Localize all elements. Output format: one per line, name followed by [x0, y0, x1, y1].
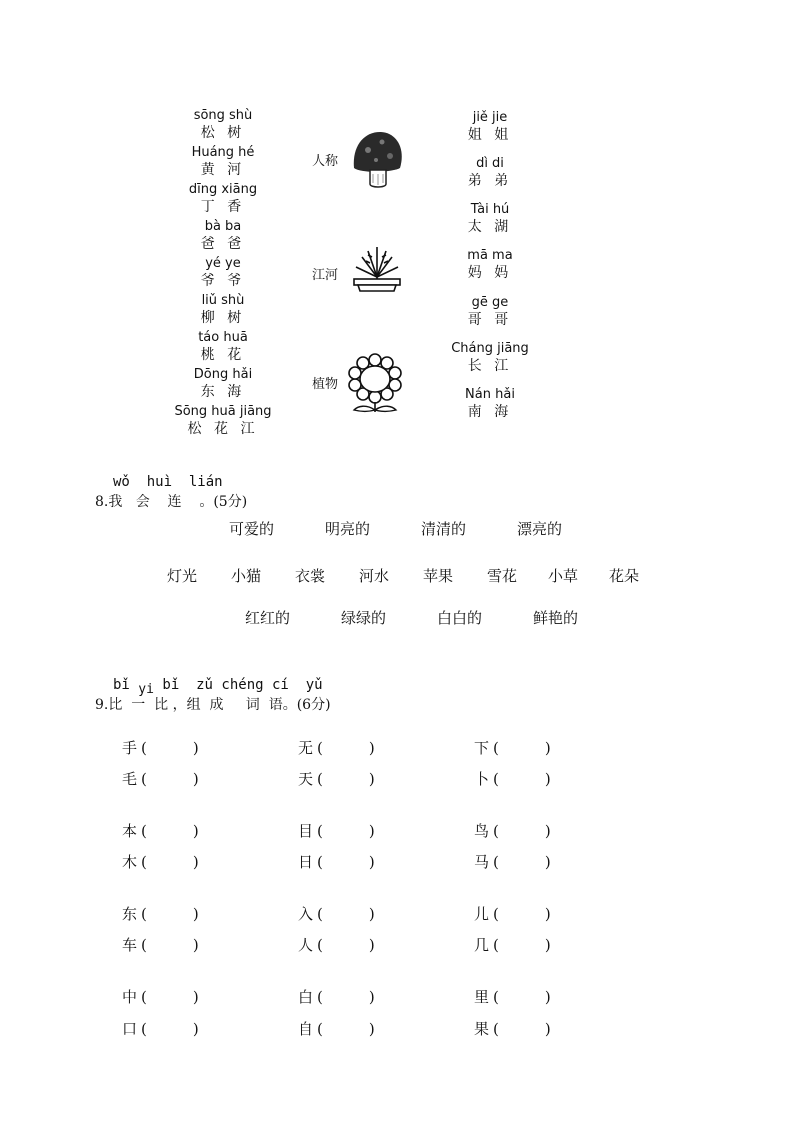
paren-close: ) [544, 988, 551, 1006]
potted-plant-icon [350, 243, 404, 293]
paren-close: ) [192, 1020, 199, 1038]
paren-open: ( [317, 1020, 323, 1038]
category-label-rivers: 江河 [312, 268, 339, 283]
title-char: 比 [154, 697, 169, 713]
word-pinyin: táo huā [198, 330, 248, 345]
paren-open: ( [317, 739, 323, 757]
q8-title [95, 491, 247, 511]
paren-open: ( [493, 853, 499, 871]
word-pinyin: bà ba [204, 219, 242, 234]
word-pinyin: sōng shù [193, 108, 253, 123]
flower-icon [346, 352, 404, 414]
word-hanzi: 爸 爸 [200, 236, 246, 252]
q8-noun[interactable]: 苹果 [423, 567, 454, 585]
word-hanzi: 南 海 [467, 404, 513, 420]
q8-noun[interactable]: 灯光 [167, 567, 198, 585]
paren-close: ) [192, 853, 199, 871]
q8-adjective[interactable]: 可爱的 [229, 520, 275, 538]
title-char: 会 [135, 494, 150, 510]
paren-close: ) [544, 853, 551, 871]
title-char: 语 [268, 697, 283, 713]
match-word-right[interactable] [435, 110, 545, 144]
paren-close: ) [544, 1020, 551, 1038]
paren-close: ) [544, 936, 551, 954]
match-word-left[interactable] [168, 293, 278, 327]
paren-close: ) [192, 739, 199, 757]
cell-char: 儿 [474, 905, 490, 923]
paren-open: ( [141, 739, 147, 757]
paren-close: ) [544, 822, 551, 840]
word-blank-cell[interactable] [474, 934, 551, 955]
q8-adjective[interactable]: 白白的 [437, 609, 483, 627]
match-word-right[interactable] [435, 295, 545, 329]
paren-close: ) [192, 936, 199, 954]
pinyin: bǐ [162, 677, 180, 693]
paren-open: ( [493, 936, 499, 954]
cell-char: 天 [298, 770, 314, 788]
cell-char: 中 [122, 988, 138, 1006]
q9-title [95, 694, 331, 714]
word-hanzi: 桃 花 [200, 347, 246, 363]
paren-close: ) [368, 739, 375, 757]
match-word-left[interactable] [168, 330, 278, 364]
paren-close: ) [544, 739, 551, 757]
q8-noun[interactable]: 小草 [548, 567, 579, 585]
paren-open: ( [493, 1020, 499, 1038]
word-pinyin: Nán hǎi [465, 387, 515, 402]
word-blank-cell[interactable] [122, 903, 199, 924]
word-pinyin: liǔ shù [201, 293, 245, 308]
match-word-left[interactable] [168, 367, 278, 401]
word-hanzi: 爷 爷 [200, 273, 246, 289]
match-word-left[interactable] [168, 404, 278, 438]
q8-noun[interactable]: 河水 [359, 567, 390, 585]
word-blank-cell[interactable] [122, 1018, 199, 1039]
score-note: 。(6分) [282, 697, 331, 713]
word-blank-cell[interactable] [122, 768, 199, 789]
word-hanzi: 东 海 [200, 384, 246, 400]
word-blank-cell[interactable] [298, 737, 375, 758]
word-pinyin: mā ma [467, 248, 513, 263]
q8-adjective[interactable]: 绿绿的 [341, 609, 387, 627]
word-pinyin: Dōng hǎi [193, 367, 253, 382]
cell-char: 口 [122, 1020, 138, 1038]
paren-close: ) [368, 936, 375, 954]
paren-open: ( [317, 988, 323, 1006]
word-pinyin: yé ye [205, 256, 241, 271]
word-hanzi: 松 花 江 [187, 421, 259, 437]
cell-char: 本 [122, 822, 138, 840]
paren-open: ( [493, 905, 499, 923]
match-word-left[interactable] [168, 145, 278, 179]
title-char: 成 [209, 697, 224, 713]
cell-char: 马 [474, 853, 490, 871]
cell-char: 毛 [122, 770, 138, 788]
title-char: ，组 [172, 697, 201, 713]
word-hanzi: 黄 河 [200, 162, 246, 178]
paren-open: ( [141, 1020, 147, 1038]
word-pinyin: Tài hú [470, 202, 510, 217]
cell-char: 卜 [474, 770, 490, 788]
paren-open: ( [141, 905, 147, 923]
paren-close: ) [544, 905, 551, 923]
cell-char: 入 [298, 905, 314, 923]
paren-open: ( [141, 853, 147, 871]
match-word-right[interactable] [435, 387, 545, 421]
pinyin: zǔ [196, 677, 213, 693]
paren-open: ( [141, 770, 147, 788]
word-hanzi: 哥 哥 [467, 312, 513, 328]
paren-open: ( [141, 936, 147, 954]
question-number: 9. [95, 697, 109, 713]
word-blank-cell[interactable] [298, 768, 375, 789]
cell-char: 里 [474, 988, 490, 1006]
q8-noun[interactable]: 花朵 [609, 567, 640, 585]
score-note: 。(5分) [199, 494, 248, 510]
mushroom-icon [350, 128, 406, 190]
paren-close: ) [192, 905, 199, 923]
cell-char: 自 [298, 1020, 314, 1038]
title-char: 我 [108, 494, 123, 510]
q8-adjective[interactable]: 红红的 [245, 609, 291, 627]
word-pinyin: dì di [476, 156, 504, 171]
match-word-right[interactable] [435, 156, 545, 190]
paren-close: ) [368, 1020, 375, 1038]
paren-open: ( [317, 936, 323, 954]
word-blank-cell[interactable] [298, 934, 375, 955]
word-blank-cell[interactable] [122, 820, 199, 841]
pinyin: bǐ [113, 677, 130, 693]
match-word-right[interactable] [435, 248, 545, 282]
match-word-right[interactable] [435, 341, 545, 375]
word-blank-cell[interactable] [298, 986, 375, 1007]
paren-open: ( [317, 822, 323, 840]
word-hanzi: 弟 弟 [467, 173, 513, 189]
word-blank-cell[interactable] [298, 903, 375, 924]
cell-char: 东 [122, 905, 138, 923]
match-word-left[interactable] [168, 182, 278, 216]
paren-open: ( [317, 853, 323, 871]
match-word-left[interactable] [168, 219, 278, 253]
paren-close: ) [368, 905, 375, 923]
word-blank-cell[interactable] [474, 768, 551, 789]
match-word-left[interactable] [168, 108, 278, 142]
pinyin: lián [188, 474, 223, 490]
cell-char: 下 [474, 739, 490, 757]
category-label-plants: 植物 [312, 377, 339, 392]
word-blank-cell[interactable] [474, 737, 551, 758]
cell-char: 几 [474, 936, 490, 954]
category-label-people: 人称 [312, 154, 339, 169]
word-pinyin: jiě jie [472, 110, 508, 125]
cell-char: 人 [298, 936, 314, 954]
question-number: 8. [95, 494, 109, 510]
cell-char: 果 [474, 1020, 490, 1038]
word-blank-cell[interactable] [474, 903, 551, 924]
pinyin: yǔ [305, 677, 323, 693]
word-blank-cell[interactable] [122, 986, 199, 1007]
paren-open: ( [141, 988, 147, 1006]
title-char: 比 [108, 697, 123, 713]
q8-adjective[interactable]: 清清的 [421, 520, 467, 538]
title-char: 词 [245, 697, 260, 713]
word-hanzi: 丁 香 [200, 199, 246, 215]
word-pinyin: gē ge [471, 295, 509, 310]
paren-open: ( [493, 739, 499, 757]
cell-char: 车 [122, 936, 138, 954]
cell-char: 日 [298, 853, 314, 871]
q8-pinyin [113, 474, 223, 490]
cell-char: 目 [298, 822, 314, 840]
cell-char: 无 [298, 739, 314, 757]
paren-close: ) [544, 770, 551, 788]
word-pinyin: dīng xiāng [188, 182, 258, 197]
paren-close: ) [368, 822, 375, 840]
word-blank-cell[interactable] [474, 1018, 551, 1039]
title-char: 连 [167, 494, 182, 510]
paren-open: ( [317, 770, 323, 788]
word-blank-cell[interactable] [474, 851, 551, 872]
q8-adjective[interactable]: 鲜艳的 [533, 609, 579, 627]
word-blank-cell[interactable] [474, 820, 551, 841]
q8-adjective[interactable]: 明亮的 [325, 520, 371, 538]
word-blank-cell[interactable] [474, 986, 551, 1007]
paren-open: ( [141, 822, 147, 840]
paren-open: ( [493, 988, 499, 1006]
word-blank-cell[interactable] [122, 737, 199, 758]
word-pinyin: Huáng hé [191, 145, 255, 160]
q8-noun[interactable]: 雪花 [487, 567, 518, 585]
word-blank-cell[interactable] [298, 1018, 375, 1039]
word-blank-cell[interactable] [298, 820, 375, 841]
cell-char: 白 [298, 988, 314, 1006]
paren-close: ) [368, 853, 375, 871]
pinyin: huì [146, 474, 173, 490]
paren-open: ( [493, 822, 499, 840]
q8-noun[interactable]: 小猫 [231, 567, 262, 585]
cell-char: 手 [122, 739, 138, 757]
paren-close: ) [368, 988, 375, 1006]
pinyin: yi [138, 682, 154, 697]
word-blank-cell[interactable] [122, 934, 199, 955]
pinyin: wǒ [113, 474, 130, 490]
cell-char: 木 [122, 853, 138, 871]
word-hanzi: 妈 妈 [467, 265, 513, 281]
paren-close: ) [192, 770, 199, 788]
word-blank-cell[interactable] [122, 851, 199, 872]
word-hanzi: 太 湖 [467, 219, 513, 235]
q9-pinyin [113, 677, 323, 697]
word-hanzi: 柳 树 [200, 310, 246, 326]
q8-noun[interactable]: 衣裳 [295, 567, 326, 585]
word-pinyin: Cháng jiāng [451, 341, 529, 356]
word-hanzi: 松 树 [200, 125, 246, 141]
word-blank-cell[interactable] [298, 851, 375, 872]
paren-close: ) [192, 988, 199, 1006]
word-hanzi: 姐 姐 [467, 127, 513, 143]
paren-open: ( [493, 770, 499, 788]
word-hanzi: 长 江 [467, 358, 513, 374]
match-word-right[interactable] [435, 202, 545, 236]
pinyin: chéng [221, 677, 264, 693]
pinyin: cí [272, 677, 289, 693]
paren-open: ( [317, 905, 323, 923]
word-pinyin: Sōng huā jiāng [174, 404, 272, 419]
cell-char: 鸟 [474, 822, 490, 840]
paren-close: ) [192, 822, 199, 840]
match-word-left[interactable] [168, 256, 278, 290]
q8-adjective[interactable]: 漂亮的 [517, 520, 563, 538]
title-char: 一 [131, 697, 146, 713]
paren-close: ) [368, 770, 375, 788]
